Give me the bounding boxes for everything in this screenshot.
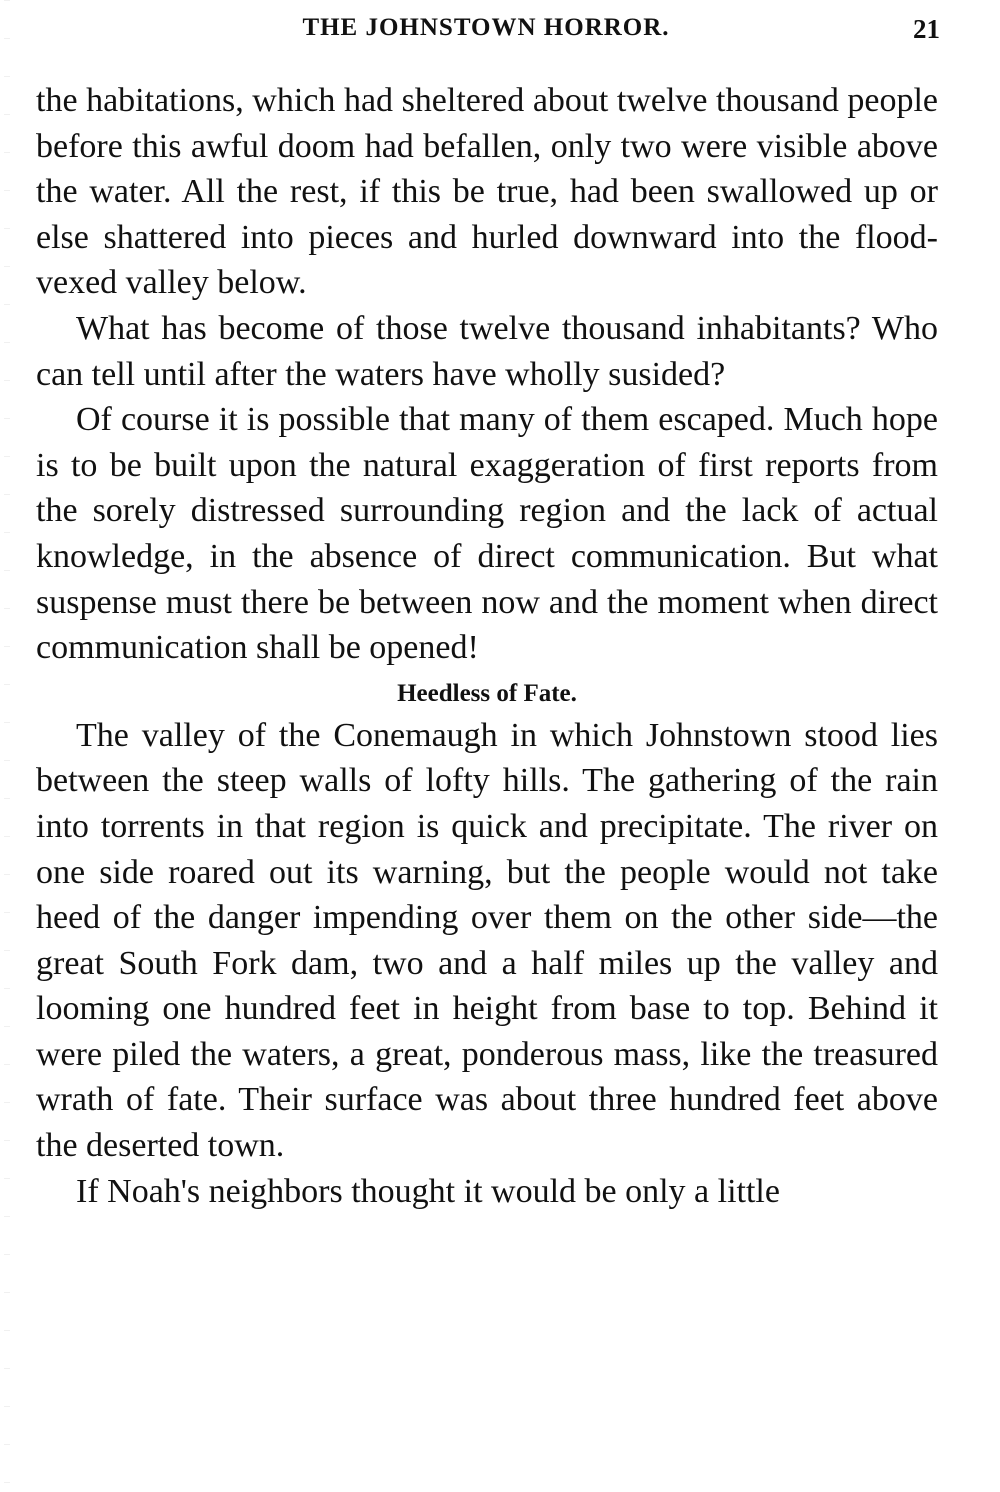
- page-number: 21: [913, 14, 940, 44]
- paragraph-continued: If Noah's neighbors thought it would be only a little: [76, 1172, 780, 1210]
- section-heading: Heedless of Fate.: [397, 679, 577, 707]
- running-title: THE JOHNSTOWN HORROR.: [302, 14, 670, 41]
- running-head: [36, 14, 940, 48]
- paragraph: What has become of those twelve thousand inhabitants? Who can tell until after the waters have wholly susided?: [36, 309, 938, 393]
- paragraph: Of course it is possible that many of them escaped. Much hope is to be built upon the natural exaggeration of first reports from the sorely distressed surrounding region and the lack of actual knowledge, in the absence of direct communication. But what suspense must there be between now and the moment when direct communication shall be opened!: [36, 401, 938, 667]
- page-edge-speckle: [4, 0, 10, 1492]
- body-text: [36, 78, 938, 1214]
- paragraph: The valley of the Conemaugh in which Johnstown stood lies between the steep walls of lofty hills. The gathering of the rain into torrents in that region is quick and precipitate. The river on one side roared out its warning, but the people would not take heed of the danger impending over them on the other side—the great South Fork dam, two and a half miles up the valley and looming one hundred feet in height from base to top. Behind it were piled the waters, a great, ponderous mass, like the treasured wrath of fate. Their surface was about three hundred feet above the deserted town.: [36, 716, 938, 1165]
- paragraph-continuation: the habitations, which had sheltered about twelve thousand people before this awful doom had befallen, only two were visible above the water. All the rest, if this be true, had been swallowed up or else shattered into pieces and hurled downward into the flood-vexed valley below.: [36, 82, 938, 302]
